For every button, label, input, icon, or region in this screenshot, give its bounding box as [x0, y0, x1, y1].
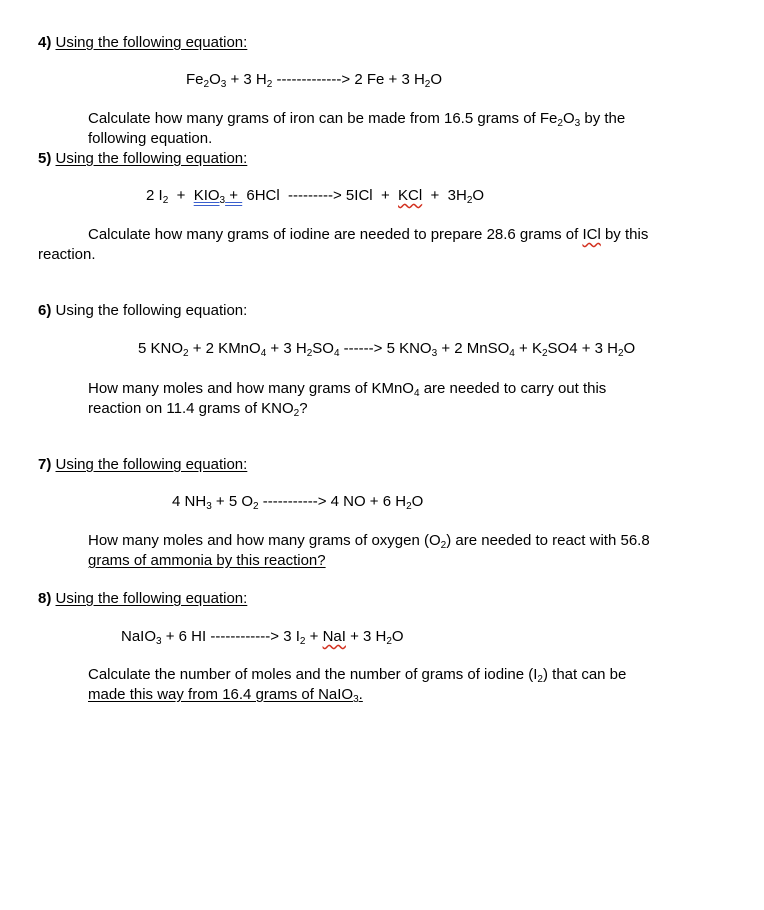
q4-number: 4): [38, 34, 52, 51]
q8-heading: [38, 589, 247, 609]
q6-number: 6): [38, 302, 52, 319]
q5-question-line2: reaction.: [38, 246, 96, 263]
spellcheck-underline-kcl: KCl: [398, 187, 423, 204]
q5-question-line1: Calculate how many grams of iodine are needed to prepare 28.6 grams of ICl by this: [88, 226, 649, 243]
q6-intro: Using the following equation:: [55, 302, 248, 319]
q6-question-line2: reaction on 11.4 grams of $KNO_2$?: [88, 400, 308, 419]
q5-equation: 2 $I_2 + KIO_3 + 6HCl$ ---------> 5ICl + KCl + $3H_2O$: [146, 187, 485, 206]
q4-intro: Using the following equation:: [55, 34, 248, 51]
spellcheck-underline-icl: ICl: [582, 226, 601, 243]
q7-question-line2: grams of ammonia by this reaction?: [88, 552, 326, 569]
q7-heading: [38, 455, 247, 475]
q8-equation: NaIO$_3$ + 6 HI ------------> 3 $I_2$ + NaI + 3 $H_2O$: [121, 628, 404, 647]
q8-number: 8): [38, 590, 52, 607]
spellcheck-underline-kio3: $KIO_3$ +: [193, 187, 243, 206]
q8-question-line2: made this way from 16.4 grams of NaIO$_3$.: [88, 686, 363, 705]
q7-number: 7): [38, 456, 52, 473]
q4-question-line2: following equation.: [88, 130, 213, 147]
q4-heading: [38, 33, 247, 53]
q6-question-line1: How many moles and how many grams of KMnO$_4$ are needed to carry out this: [88, 380, 607, 399]
q8-question-line1: Calculate the number of moles and the number of grams of iodine $(I_2)$ that can be: [88, 666, 627, 685]
q6-heading: [38, 301, 247, 321]
q5-number: 5): [38, 150, 52, 167]
q4-equation: $Fe_2O_3 + 3$ $H_2$ -------------> 2 Fe + 3 $H_2O$: [186, 71, 443, 90]
q5-heading: [38, 149, 247, 169]
q8-intro: Using the following equation:: [55, 590, 248, 607]
q7-question-line1: How many moles and how many grams of oxygen $(O_2)$ are needed to react with 56.8: [88, 532, 650, 551]
q7-intro: Using the following equation:: [55, 456, 248, 473]
spellcheck-underline-nai: NaI: [322, 628, 346, 645]
q6-equation: 5 $KNO_2 + 2$ KMnO$_4$ + 3 $H_2SO_4$ ------> 5 $KNO_3 + 2$ MnSO$_4$ + $K_2SO4 + 3$ $H_2O$: [138, 340, 636, 359]
q5-intro: Using the following equation:: [55, 150, 248, 167]
q7-equation: 4 $NH_3 + 5$ $O_2$ -----------> 4 NO + 6 $H_2O$: [172, 493, 424, 512]
q4-question-line1: Calculate how many grams of iron can be made from 16.5 grams of $Fe_2O_3$ by the: [88, 110, 626, 129]
